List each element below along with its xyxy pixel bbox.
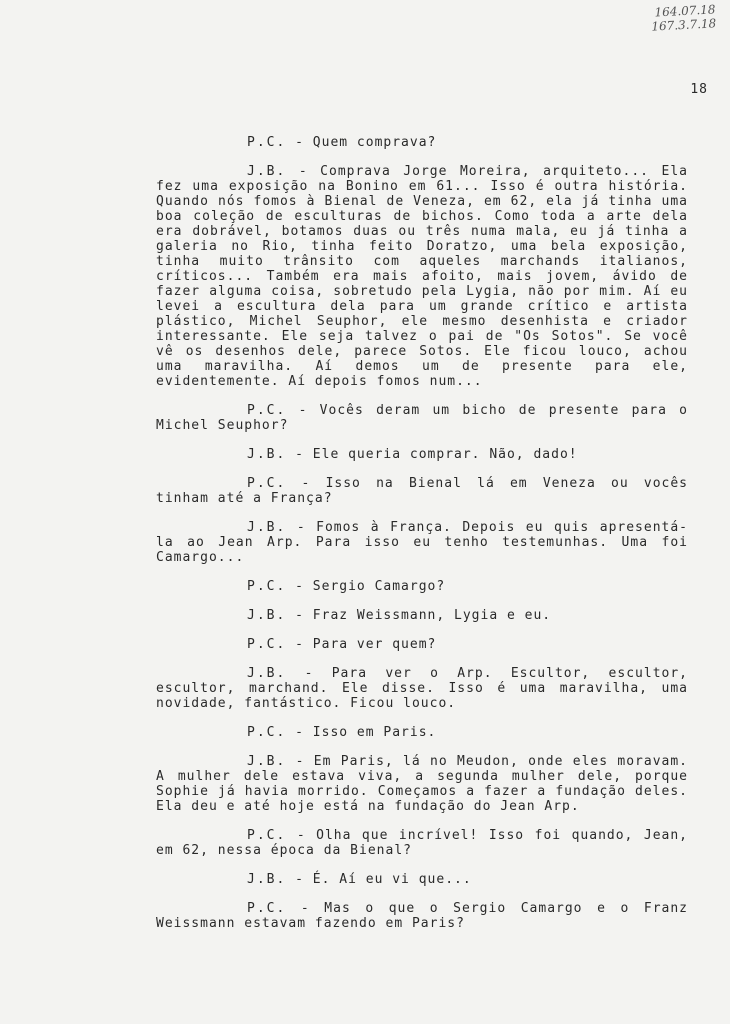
dialogue-block: [156, 579, 688, 594]
speaker-label: P.C.: [247, 135, 287, 150]
dialogue-text: - Olha que incrível! Isso foi quando, Jean, em 62, nessa época da Bienal?: [156, 828, 689, 858]
dialogue-block: [156, 666, 688, 711]
speaker-label: P.C.: [247, 403, 287, 418]
speaker-label: J.B.: [247, 164, 287, 179]
dialogue-text: - Isso na Bienal lá em Veneza ou vocês tinham até a França?: [156, 476, 688, 506]
speaker-label: J.B.: [247, 872, 287, 887]
dialogue-text: - Em Paris, lá no Meudon, onde eles moravam. A mulher dele estava viva, a segunda mulher dele, porque Sophie já havia morrido. Começamos a fazer a fundação deles. Ela deu e até hoje está na fundação do Jean Arp.: [156, 754, 688, 814]
dialogue-block: [156, 754, 688, 814]
dialogue-text: - Para ver o Arp. Escultor, escultor, escultor, marchand. Ele disse. Isso é uma maravilha, uma novidade, fantástico. Ficou louco.: [156, 666, 688, 711]
handwritten-line-1: 164.07.18: [654, 2, 716, 20]
dialogue-block: [156, 872, 688, 887]
dialogue-text: - Ele queria comprar. Não, dado!: [295, 447, 578, 462]
handwritten-line-2: 167.3.7.18: [651, 16, 717, 34]
speaker-label: J.B.: [247, 754, 287, 769]
dialogue-block: [156, 901, 688, 931]
transcript-body: [156, 122, 688, 945]
speaker-label: P.C.: [247, 476, 287, 491]
dialogue-text: - Sergio Camargo?: [295, 579, 446, 594]
dialogue-text: - Vocês deram um bicho de presente para o Michel Seuphor?: [156, 403, 689, 433]
dialogue-text: - Fomos à França. Depois eu quis apresentá-la ao Jean Arp. Para isso eu tenho testemunhas. Uma foi Camargo...: [156, 520, 689, 565]
dialogue-block: [156, 135, 688, 150]
speaker-label: J.B.: [247, 447, 287, 462]
dialogue-block: [156, 403, 688, 433]
dialogue-block: [156, 725, 688, 740]
speaker-label: J.B.: [247, 520, 287, 535]
dialogue-text: - Comprava Jorge Moreira, arquiteto... Ela fez uma exposição na Bonino em 61... Isso é outra história. Quando nós fomos à Bienal de Veneza, em 62, ela já tinha uma boa coleção de esculturas de bichos. Como toda a arte dela era dobrável, botamos duas ou três numa mala, eu já tinha a galeria no Rio, tinha feito Doratzo, uma bela exposição, tinha muito trânsito com aqueles marchands italianos, críticos... Também era mais afoito, mais jovem, ávido de fazer alguma coisa, sobretudo pela Lygia, não por mim. Aí eu levei a escultura dela para um grande crítico e artista plástico, Michel Seuphor, ele mesmo desenhista e criador interessante. Ele seja talvez o pai de "Os Sotos". Se você vê os desenhos dele, parece Sotos. Ele ficou louco, achou uma maravilha. Aí demos um de presente para ele, evidentemente. Aí depois fomos num...: [156, 164, 688, 389]
speaker-label: P.C.: [247, 579, 287, 594]
dialogue-block: [156, 828, 688, 858]
dialogue-block: [156, 608, 688, 623]
speaker-label: P.C.: [247, 637, 287, 652]
dialogue-block: [156, 164, 688, 389]
speaker-label: J.B.: [247, 608, 287, 623]
speaker-label: P.C.: [247, 725, 287, 740]
speaker-label: J.B.: [247, 666, 287, 681]
dialogue-block: [156, 637, 688, 652]
dialogue-text: - Isso em Paris.: [295, 725, 437, 740]
dialogue-text: - Fraz Weissmann, Lygia e eu.: [295, 608, 552, 623]
dialogue-text: - Quem comprava?: [295, 135, 437, 150]
dialogue-block: [156, 476, 688, 506]
speaker-label: P.C.: [247, 828, 287, 843]
dialogue-text: - Para ver quem?: [295, 637, 437, 652]
dialogue-text: - É. Aí eu vi que...: [295, 872, 472, 887]
speaker-label: P.C.: [247, 901, 287, 916]
handwritten-annotation: [650, 2, 716, 33]
page-number: 18: [690, 82, 708, 97]
dialogue-block: [156, 447, 688, 462]
dialogue-block: [156, 520, 688, 565]
dialogue-text: - Mas o que o Sergio Camargo e o Franz Weissmann estavam fazendo em Paris?: [156, 901, 688, 931]
